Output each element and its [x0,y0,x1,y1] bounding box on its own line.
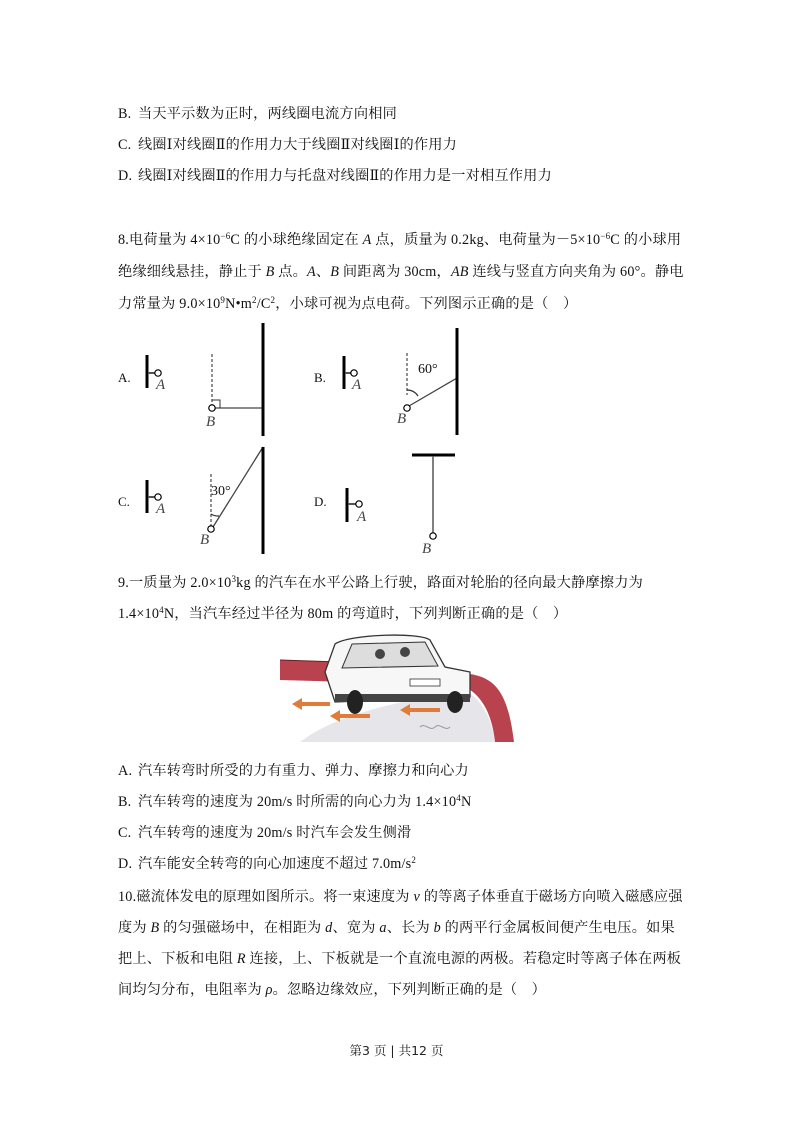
wheel-right [447,691,463,713]
text-segment: 、宽为 [332,920,380,936]
text-segment: 4 [456,793,461,803]
text-segment: 当天平示数为正时，两线圈电流方向相同 [138,106,397,122]
text-segment: R [236,951,246,967]
text-segment: 点，质量为 0.2kg、电荷量为－5×10 [371,232,601,248]
figure-d-diagram [314,444,474,564]
text-segment: A [156,501,166,517]
text-segment: N，当汽车经过半径为 80m 的弯道时，下列判断正确的是（ ） [163,606,568,622]
q9-option-d [118,853,416,873]
q10-stem-line-1 [118,886,683,906]
charge-a [351,370,357,376]
text-segment: 4 [159,605,164,615]
text-segment: C. [118,825,132,841]
text-segment: D. [118,168,133,184]
text-segment: 把上、下板和电阻 [118,951,237,967]
text-segment: b [433,920,441,936]
text-segment: N•m [225,296,252,312]
text-segment: 线圈Ⅰ对线圈Ⅱ的作用力与托盘对线圈Ⅱ的作用力是一对相互作用力 [138,168,552,184]
text-segment: C 的小球绝缘固定在 [230,232,363,248]
text-segment: A [357,509,367,525]
figure-c-diagram [118,444,278,564]
q8-figure-d [314,444,474,564]
text-segment: 线圈Ⅰ对线圈Ⅱ的作用力大于线圈Ⅱ对线圈Ⅰ的作用力 [138,137,458,153]
text-segment: 绝缘细线悬挂，静止于 [118,264,266,280]
text-segment: B [265,264,275,280]
text-segment: N [460,794,472,810]
text-segment: 、 [315,264,331,280]
text-segment: 连接，上、下板就是一个直流电源的两极。若稳定时等离子体在两板 [245,951,682,967]
text-segment: ρ [265,982,273,998]
angle-arc [211,514,219,516]
angle-label: 60° [418,362,438,377]
figure-c-label: C. [118,494,130,509]
text-segment: B [200,532,210,548]
text-segment: B. [118,794,132,810]
q8-stem-line-1 [118,229,681,249]
figure-d-label: D. [314,494,327,509]
driver [375,649,385,659]
text-segment: A [307,264,316,280]
text-segment: 10.磁流体发电的原理如图所示。将一束速度为 [118,889,414,905]
figure-a-diagram [118,320,278,440]
text-segment: A [352,377,362,393]
charge-a [155,370,161,376]
text-segment: D. [118,856,133,872]
text-segment: v [413,889,420,905]
charge-b [430,533,436,539]
text-segment: 连线与竖直方向夹角为 60°。静电 [468,264,684,280]
text-segment: A. [118,763,133,779]
q8-figure-a [118,320,278,440]
charge-b [209,405,215,411]
text-segment: −6 [220,231,231,241]
text-segment: C. [118,137,132,153]
thread [409,378,457,406]
q8-figure-c [118,444,278,564]
text-segment: 点。 [274,264,308,280]
q9-stem-line-2 [118,603,567,623]
text-segment: 2 [251,295,257,305]
text-segment: 间距离为 30cm， [339,264,451,280]
text-segment: d [325,920,333,936]
text-segment: 9.一质量为 2.0×10 [118,575,232,591]
text-segment: 。忽略边缘效应，下列判断正确的是（ ） [272,982,547,998]
text-segment: B [206,414,216,430]
text-segment: 1.4×10 [118,606,160,622]
text-segment: B [422,541,432,557]
text-segment: 力常量为 9.0×10 [118,296,221,312]
text-segment: 度为 [118,920,151,936]
text-segment: 汽车能安全转弯的向心加速度不超过 7.0m/s [138,856,412,872]
q10-stem-line-4 [118,979,546,999]
q8-stem-line-2 [118,261,684,281]
text-segment: 2 [411,855,417,865]
text-segment: B [150,920,160,936]
q8-figure-b [314,320,474,440]
figure-a-label: A. [118,370,131,385]
q7-option-b [118,103,397,123]
charge-a [155,494,161,500]
q9-option-a [118,760,469,780]
text-segment: 8.电荷量为 4×10 [118,232,221,248]
text-segment: A [156,377,166,393]
q10-stem-line-3 [118,948,681,968]
q7-option-d [118,165,552,185]
q9-option-c [118,822,411,842]
text-segment: B [330,264,340,280]
text-segment: 9 [220,295,226,305]
text-segment: −6 [600,231,611,241]
text-segment: 的等离子体垂直于磁场方向喷入磁感应强 [419,889,683,905]
wheel-left [347,690,363,714]
figure-b-diagram [314,320,474,440]
force-arrow-1 [292,698,330,710]
page-footer: 第3 页 | 共12 页 [349,1043,444,1058]
angle-label: 30° [211,484,231,499]
text-segment: kg 的汽车在水平公路上行驶，路面对轮胎的径向最大静摩擦力为 [236,575,643,591]
text-segment: 汽车转弯的速度为 20m/s 时所需的向心力为 1.4×10 [138,794,457,810]
q10-stem-line-2 [118,917,675,937]
license-plate [410,679,440,686]
text-segment: B [397,411,407,427]
text-segment: 的匀强磁场中，在相距为 [159,920,326,936]
q7-option-c [118,134,457,154]
text-segment: 间均匀分布，电阻率为 [118,982,266,998]
angle-arc [407,390,418,396]
text-segment: C 的小球用 [610,232,682,248]
text-segment: 汽车转弯时所受的力有重力、弹力、摩擦力和向心力 [138,763,469,779]
text-segment: 2 [270,295,276,305]
text-segment: a [379,920,387,936]
passenger [400,647,410,657]
figure-b-label: B. [314,370,326,385]
text-segment: /C [256,296,271,312]
text-segment: 的两平行金属板间便产生电压。如果 [440,920,675,936]
text-segment: 汽车转弯的速度为 20m/s 时汽车会发生侧滑 [138,825,412,841]
charge-a [356,501,362,507]
q9-option-b [118,791,471,811]
car-window [342,642,438,668]
text-segment: A [362,232,372,248]
q8-stem-line-3 [118,293,577,313]
text-segment: ，小球可视为点电荷。下列图示正确的是（ ） [275,296,578,312]
text-segment: 3 [231,574,237,584]
text-segment: AB [450,264,469,280]
q9-stem-line-1 [118,572,643,592]
text-segment: 、长为 [386,920,434,936]
text-segment: B. [118,106,132,122]
car-turning-illustration [280,632,514,742]
